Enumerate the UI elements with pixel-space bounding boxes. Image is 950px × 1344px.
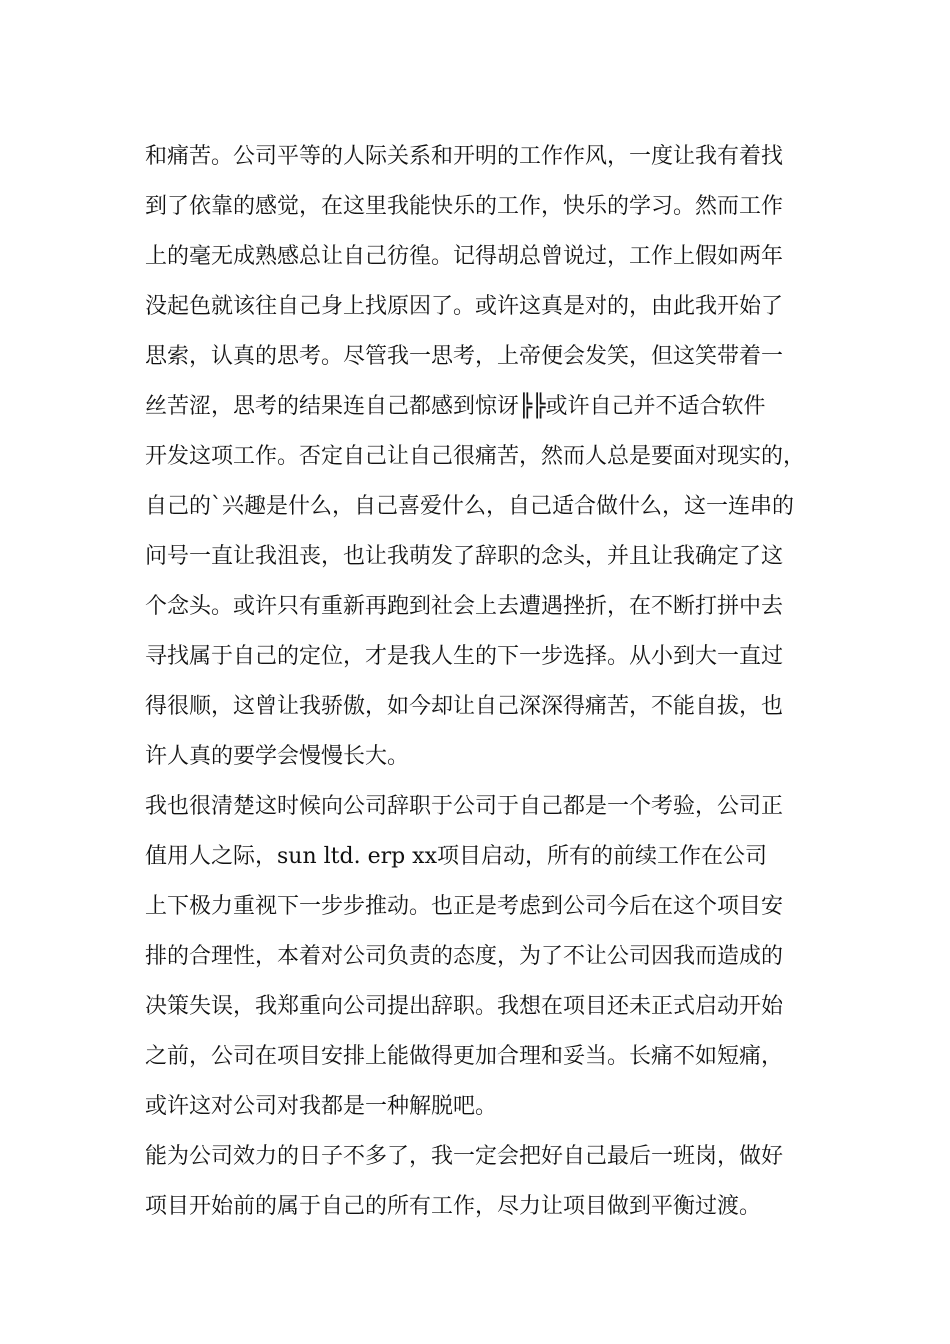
text-line: 上下极力重视下一步步推动。也正是考虑到公司今后在这个项目安 xyxy=(145,894,784,919)
text-line: 开发这项工作。否定自己让自己很痛苦，然而人总是要面对现实的， xyxy=(145,444,806,469)
text-line: 自己的`兴趣是什么，自己喜爱什么，自己适合做什么，这一连串的 xyxy=(145,494,795,519)
text-line: 寻找属于自己的定位，才是我人生的下一步选择。从小到大一直过 xyxy=(145,644,784,669)
text-line: 值用人之际，sun ltd. erp xx项目启动，所有的前续工作在公司 xyxy=(145,844,767,869)
text-line: 得很顺，这曾让我骄傲，如今却让自己深深得痛苦，不能自拔，也 xyxy=(145,694,784,719)
paragraph-3 xyxy=(145,1132,825,1232)
text-line: 许人真的要学会慢慢长大。 xyxy=(145,744,410,769)
text-line: 没起色就该往自己身上找原因了。或许这真是对的，由此我开始了 xyxy=(145,294,784,319)
text-line: 项目开始前的属于自己的所有工作，尽力让项目做到平衡过渡。 xyxy=(145,1194,762,1219)
text-line: 我也很清楚这时候向公司辞职于公司于自己都是一个考验，公司正 xyxy=(145,794,784,819)
text-line: 能为公司效力的日子不多了，我一定会把好自己最后一班岗，做好 xyxy=(145,1144,784,1169)
text-line: 和痛苦。公司平等的人际关系和开明的工作作风，一度让我有着找 xyxy=(145,144,784,169)
text-line: 个念头。或许只有重新再跑到社会上去遭遇挫折，在不断打拼中去 xyxy=(145,594,784,619)
text-line: 或许这对公司对我都是一种解脱吧。 xyxy=(145,1094,498,1119)
paragraph-1 xyxy=(145,132,825,782)
text-line: 丝苦涩，思考的结果连自己都感到惊讶╠╠或许自己并不适合软件 xyxy=(145,394,766,419)
text-line: 问号一直让我沮丧，也让我萌发了辞职的念头，并且让我确定了这 xyxy=(145,544,784,569)
document-body xyxy=(145,132,825,1232)
paragraph-2 xyxy=(145,782,825,1132)
text-line: 之前，公司在项目安排上能做得更加合理和妥当。长痛不如短痛， xyxy=(145,1044,784,1069)
text-line: 上的毫无成熟感总让自己彷徨。记得胡总曾说过，工作上假如两年 xyxy=(145,244,784,269)
text-line: 排的合理性，本着对公司负责的态度，为了不让公司因我而造成的 xyxy=(145,944,784,969)
text-line: 思索，认真的思考。尽管我一思考，上帝便会发笑，但这笑带着一 xyxy=(145,344,784,369)
text-line: 到了依靠的感觉，在这里我能快乐的工作，快乐的学习。然而工作 xyxy=(145,194,784,219)
text-line: 决策失误，我郑重向公司提出辞职。我想在项目还未正式启动开始 xyxy=(145,994,784,1019)
